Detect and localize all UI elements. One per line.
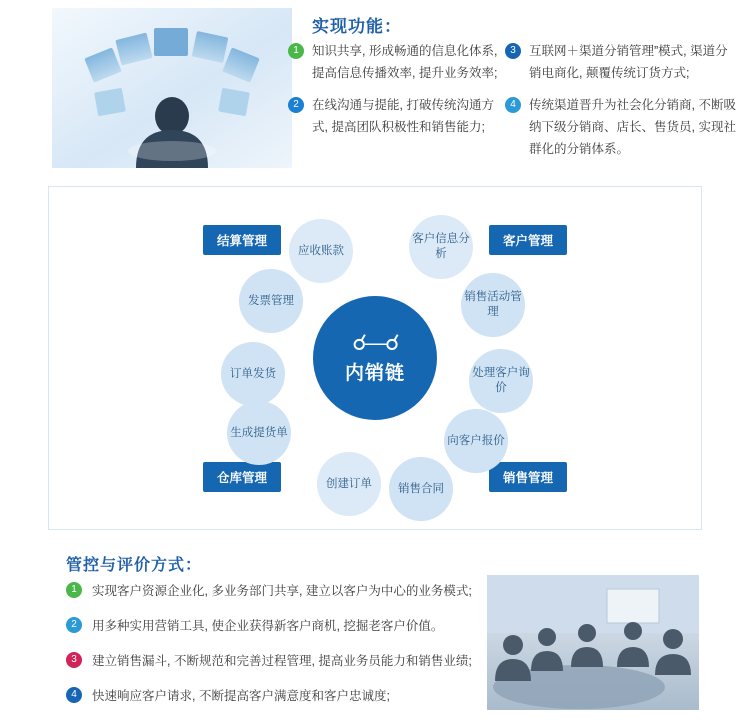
management-title: 管控与评价方式： <box>66 557 203 574</box>
feature-item <box>505 40 737 84</box>
item-text: 知识共享, 形成畅通的信息化体系, 提高信息传播效率, 提升业务效率; <box>312 44 498 80</box>
item-text: 快速响应客户请求, 不断提高客户满意度和客户忠诚度; <box>92 689 390 703</box>
item-text: 建立销售漏斗, 不断规范和完善过程管理, 提高业务员能力和销售业绩; <box>92 654 472 668</box>
category-settlement[interactable]: 结算管理 <box>203 225 281 255</box>
item-number: 2 <box>288 97 304 113</box>
node-customer-info[interactable]: 客户信息分析 <box>409 215 473 279</box>
item-text: 传统渠道晋升为社会化分销商, 不断吸纳下级分销商、店长、售货员, 实现社群化的分销体系。 <box>529 98 736 156</box>
item-text: 实现客户资源企业化, 多业务部门共享, 建立以客户为中心的业务模式; <box>92 584 472 598</box>
meeting-illustration <box>487 575 699 710</box>
management-list <box>66 582 486 722</box>
item-text: 互联网＋渠道分销管理”模式, 渠道分销电商化, 颠覆传统订货方式; <box>529 44 728 80</box>
sales-chain-diagram <box>48 186 702 530</box>
item-text: 在线沟通与提能, 打破传统沟通方式, 提高团队积极性和销售能力; <box>312 98 494 134</box>
management-item <box>66 582 486 600</box>
item-number: 3 <box>505 43 521 59</box>
node-order-delivery[interactable]: 订单发货 <box>221 342 285 406</box>
feature-item <box>288 94 503 138</box>
category-sales[interactable]: 销售管理 <box>489 462 567 492</box>
diagram-hub <box>313 296 437 420</box>
hub-label: 内销链 <box>344 362 405 384</box>
item-number: 1 <box>66 582 82 598</box>
node-pickup[interactable]: 生成提货单 <box>227 401 291 465</box>
hero-illustration <box>52 8 292 168</box>
features-list-left <box>288 40 503 148</box>
node-sales-contract[interactable]: 销售合同 <box>389 457 453 521</box>
node-sales-activity[interactable]: 销售活动管理 <box>461 273 525 337</box>
item-number: 4 <box>505 97 521 113</box>
item-text: 用多种实用营销工具, 使企业获得新客户商机, 挖掘老客户价值。 <box>92 619 444 633</box>
item-number: 2 <box>66 617 82 633</box>
feature-item <box>288 40 503 84</box>
node-quote[interactable]: 向客户报价 <box>444 409 508 473</box>
node-inquiry[interactable]: 处理客户询价 <box>469 349 533 413</box>
office-meeting-photo <box>487 575 699 710</box>
category-customer[interactable]: 客户管理 <box>489 225 567 255</box>
category-warehouse[interactable]: 仓库管理 <box>203 462 281 492</box>
business-man-with-screens-photo <box>52 8 292 168</box>
node-invoice[interactable]: 发票管理 <box>239 269 303 333</box>
features-section <box>0 0 750 178</box>
features-list-right <box>505 40 737 170</box>
item-number: 4 <box>66 687 82 703</box>
feature-item <box>505 94 737 160</box>
management-item <box>66 617 486 635</box>
features-title: 实现功能： <box>312 17 402 36</box>
node-receivable[interactable]: 应收账款 <box>289 219 353 283</box>
management-item <box>66 652 486 670</box>
item-number: 3 <box>66 652 82 668</box>
management-item <box>66 687 486 705</box>
chain-link-icon: ☌—☌ <box>352 329 398 355</box>
node-create-order[interactable]: 创建订单 <box>317 452 381 516</box>
item-number: 1 <box>288 43 304 59</box>
